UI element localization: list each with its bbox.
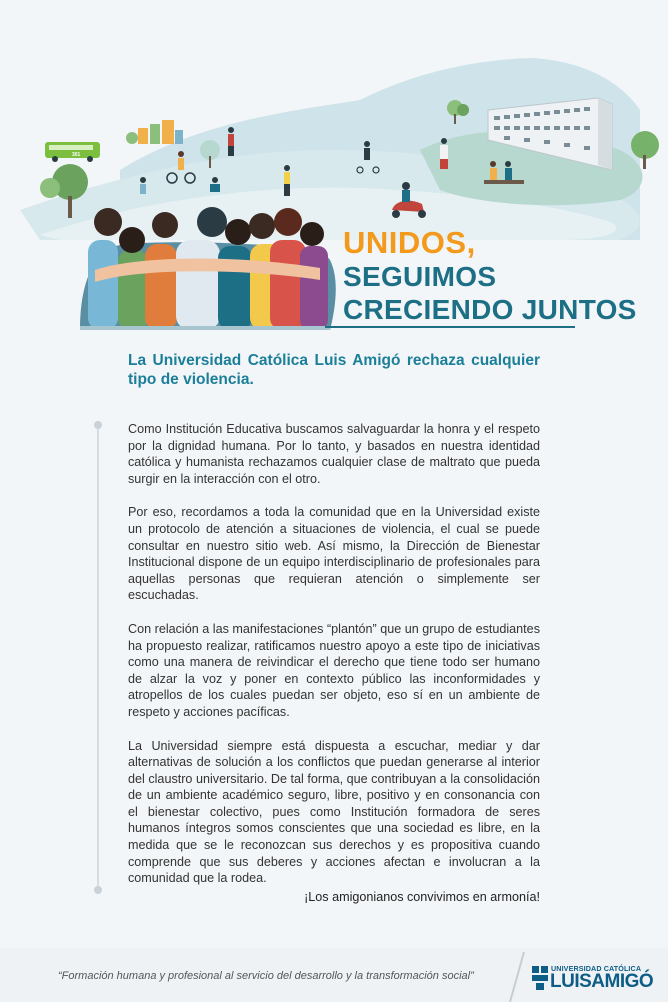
closing-line: ¡Los amigonianos convivimos en armonía! bbox=[304, 890, 540, 904]
logo-top-text: UNIVERSIDAD CATÓLICA bbox=[551, 964, 642, 973]
city-buildings bbox=[126, 120, 183, 144]
headline-underline bbox=[325, 326, 575, 328]
footer-divider bbox=[506, 952, 528, 1002]
headline-line-1: UNIDOS, bbox=[343, 225, 476, 260]
paragraph: La Universidad siempre está dispuesta a escuchar, mediar y dar alternativas de solución a los conflictos que puedan generarse al interior del claustro universitario. De tal forma, que contribuyan a la consolidación de un ambiente académico seguro, libre, positivo y en consonancia con el bienestar colectivo, pues como Institución formadora de seres humanos íntegros somos conscientes que una sociedad es libre, en la medida que se le reconozcan sus derechos y es propositiva cuando comprende que sus deberes y acciones afectan e involucran a la comunidad que la rodea. bbox=[128, 738, 540, 886]
statement-body bbox=[128, 421, 540, 904]
paragraph: Con relación a las manifestaciones “plantón” que un grupo de estudiantes ha propuesto realizar, ratificamos nuestro apoyo a este tipo de iniciativas como una manera de reivindicar el derecho que tiene todo ser humano de alzar la voz y poner en contexto público las inconformidades y atropellos de los cuales puedan ser objeto, eso sí en un ambiente de respeto y acciones pacíficas. bbox=[128, 621, 540, 719]
logo-name-text: LUISAMIGÓ bbox=[550, 971, 654, 992]
timeline-line bbox=[97, 424, 99, 890]
group-hugging bbox=[80, 207, 336, 330]
paragraph: Por eso, recordamos a toda la comunidad que en la Universidad existe un protocolo de atención a situaciones de violencia, el cual se puede consultar en nuestro sitio web. Así mismo, la Dirección de Bienestar Institucional dispone de un equipo interdisciplinario de profesionales para aquellas personas que requieran atención o simplemente ser escuchadas. bbox=[128, 505, 540, 603]
timeline-dot-bottom bbox=[94, 886, 102, 894]
headline-line-2: SEGUIMOS bbox=[343, 261, 497, 292]
logo-mark-icon bbox=[532, 966, 548, 990]
bus-number: 301 bbox=[72, 152, 81, 158]
timeline-dot-top bbox=[94, 421, 102, 429]
headline bbox=[343, 227, 637, 324]
paragraph: Como Institución Educativa buscamos salvaguardar la honra y el respeto por la dignidad humana. Por lo tanto, y basados en nuestra identidad católica y humanista rechazamos cualquier clase de maltrato que pueda surgir en la interacción con el otro. bbox=[128, 422, 540, 486]
headline-line-3: CRECIENDO JUNTOS bbox=[343, 294, 637, 325]
footer-quote: “Formación humana y profesional al servicio del desarrollo y la transformación social” bbox=[58, 970, 474, 982]
lead-statement: La Universidad Católica Luis Amigó rechaza cualquier tipo de violencia. bbox=[128, 352, 540, 388]
university-logo bbox=[532, 964, 662, 994]
